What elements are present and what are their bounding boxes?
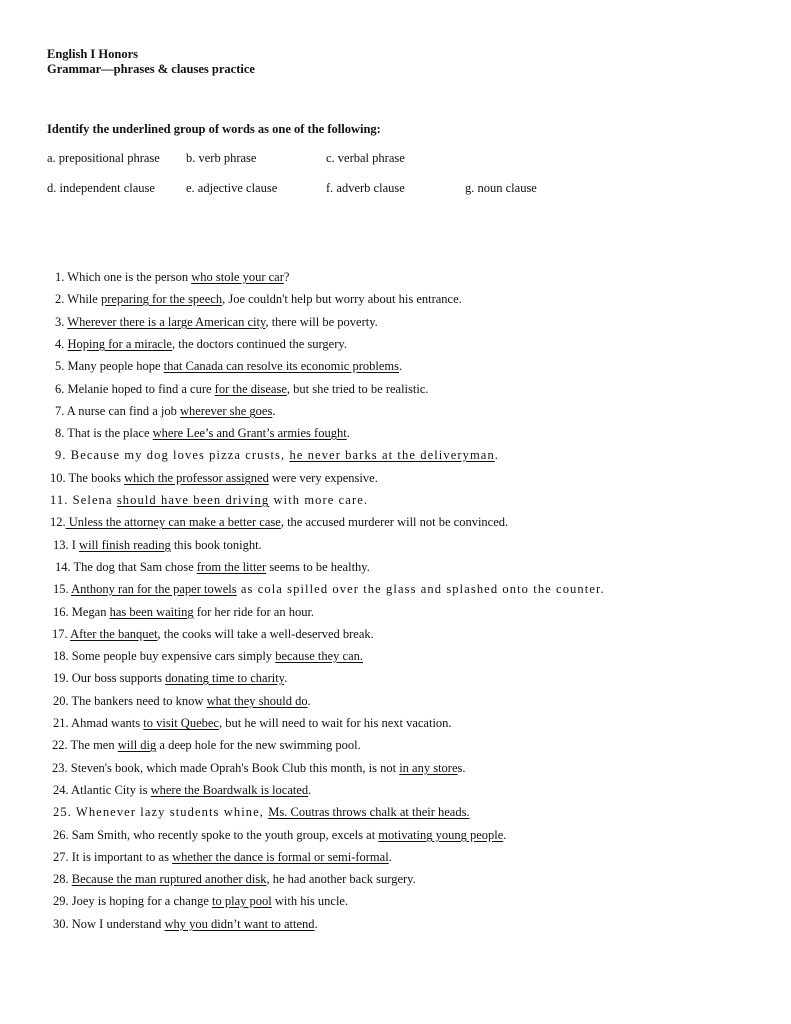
question-item	[53, 694, 311, 709]
option-c: c. verbal phrase	[326, 151, 405, 165]
question-item	[52, 627, 374, 642]
underlined-phrase: Anthony ran for the paper towels	[71, 582, 237, 596]
option-e: e. adjective clause	[186, 181, 278, 195]
question-text: .	[284, 671, 288, 685]
question-text: 25. Whenever lazy students whine,	[53, 805, 269, 819]
underlined-phrase: where the Boardwalk is located	[150, 783, 309, 797]
question-text: 8. That is the place	[55, 426, 153, 440]
underlined-phrase: should have been driving	[116, 493, 270, 507]
question-item	[55, 270, 289, 285]
question-item	[55, 292, 462, 307]
question-text: .	[494, 448, 500, 462]
question-text: 17.	[52, 627, 71, 641]
option-b: b. verb phrase	[186, 151, 257, 165]
worksheet-topic: Grammar—phrases & clauses practice	[47, 62, 255, 76]
question-text: .	[503, 828, 507, 842]
question-item	[53, 649, 363, 664]
question-text: .	[314, 917, 318, 931]
underlined-phrase: he never barks at the deliveryman	[289, 448, 495, 462]
option-g: g. noun clause	[465, 181, 537, 195]
question-text: , he had another back surgery.	[266, 872, 416, 886]
underlined-phrase: donating time to charity	[165, 671, 285, 685]
question-item	[55, 426, 350, 441]
question-text: , but he will need to wait for his next vacation.	[218, 716, 452, 730]
underlined-phrase: to visit Quebec	[143, 716, 219, 730]
question-item	[53, 605, 314, 620]
question-text: s.	[457, 761, 466, 775]
question-text: with his uncle.	[271, 894, 349, 908]
underlined-phrase: will finish reading	[79, 538, 171, 552]
question-text: 24. Atlantic City is	[53, 783, 151, 797]
question-text: a deep hole for the new swimming pool.	[156, 738, 361, 752]
question-text: 20. The bankers need to know	[53, 694, 207, 708]
question-item	[52, 761, 466, 776]
underlined-phrase: because they can.	[275, 649, 363, 663]
underlined-phrase: for the disease	[214, 382, 287, 396]
question-item	[55, 315, 378, 330]
question-item	[53, 805, 470, 820]
question-text: .	[308, 783, 312, 797]
underlined-phrase: preparing for the speech	[100, 292, 223, 306]
question-text: 6. Melanie hoped to find a cure	[55, 382, 215, 396]
question-text: 30. Now I understand	[53, 917, 165, 931]
question-item	[53, 828, 506, 843]
underlined-phrase: whether the dance is formal or semi-formal	[172, 850, 389, 864]
question-text: 21. Ahmad wants	[53, 716, 144, 730]
underlined-phrase: where Lee’s and Grant’s armies fought	[152, 426, 347, 440]
question-text: 29. Joey is hoping for a change	[53, 894, 212, 908]
question-item	[53, 538, 262, 553]
question-item	[55, 337, 347, 352]
question-text: 9. Because my dog loves pizza crusts,	[55, 448, 290, 462]
instructions: Identify the underlined group of words as one of the following:	[47, 122, 381, 136]
question-item	[53, 783, 311, 798]
question-text: 22. The men	[52, 738, 118, 752]
underlined-phrase: motivating young people	[378, 828, 504, 842]
underlined-phrase: what they should do	[206, 694, 308, 708]
question-item	[55, 560, 370, 575]
question-text: 27. It is important to as	[53, 850, 173, 864]
question-text: , the doctors continued the surgery.	[171, 337, 347, 351]
question-item	[53, 872, 416, 887]
question-item	[52, 738, 361, 753]
question-item	[55, 359, 402, 374]
question-text: , but she tried to be realistic.	[286, 382, 429, 396]
question-text: ?	[283, 270, 290, 284]
question-text: 13. I	[53, 538, 80, 552]
question-text: 19. Our boss supports	[53, 671, 166, 685]
question-text: , there will be poverty.	[265, 315, 378, 329]
question-text: 7. A nurse can find a job	[55, 404, 180, 418]
question-text: were very expensive.	[268, 471, 378, 485]
question-text: 10. The books	[50, 471, 125, 485]
question-item	[53, 716, 452, 731]
question-text: 23. Steven's book, which made Oprah's Book Club this month, is not	[52, 761, 400, 775]
question-text: 1. Which one is the person	[55, 270, 192, 284]
question-text: 15.	[53, 582, 72, 596]
question-text: this book tonight.	[170, 538, 262, 552]
option-a: a. prepositional phrase	[47, 151, 160, 165]
question-item	[53, 850, 392, 865]
question-item	[50, 471, 378, 486]
underlined-phrase: After the banquet	[70, 627, 158, 641]
question-text: 28.	[53, 872, 72, 886]
question-text: 16. Megan	[53, 605, 110, 619]
question-text: , the accused murderer will not be convinced.	[280, 515, 509, 529]
question-item	[55, 382, 429, 397]
question-text: , the cooks will take a well-deserved break.	[157, 627, 374, 641]
underlined-phrase: in any store	[399, 761, 458, 775]
question-text: with more care.	[269, 493, 369, 507]
question-text: .	[399, 359, 403, 373]
question-text: .	[346, 426, 350, 440]
underlined-phrase: why you didn’t want to attend	[164, 917, 315, 931]
question-text: .	[272, 404, 276, 418]
underlined-phrase: from the litter	[196, 560, 267, 574]
question-text: 14. The dog that Sam chose	[55, 560, 197, 574]
underlined-phrase: has been waiting	[109, 605, 194, 619]
question-text: 4.	[55, 337, 68, 351]
question-text: 2. While	[55, 292, 101, 306]
question-text: as cola spilled over the glass and splashed onto the counter.	[236, 582, 605, 596]
underlined-phrase: Hoping for a miracle	[67, 337, 172, 351]
underlined-phrase: will dig	[117, 738, 157, 752]
question-item	[55, 448, 499, 463]
question-item	[50, 493, 368, 508]
question-item	[53, 582, 605, 597]
underlined-phrase: Because the man ruptured another disk	[71, 872, 267, 886]
question-item	[53, 671, 287, 686]
underlined-phrase: that Canada can resolve its economic problems	[163, 359, 399, 373]
question-text: for her ride for an hour.	[193, 605, 315, 619]
question-text: seems to be healthy.	[266, 560, 370, 574]
question-text: 5. Many people hope	[55, 359, 164, 373]
question-text: , Joe couldn't help but worry about his entrance.	[222, 292, 462, 306]
question-text: 18. Some people buy expensive cars simply	[53, 649, 276, 663]
underlined-phrase: Wherever there is a large American city	[67, 315, 266, 329]
underlined-phrase: Unless the attorney can make a better case	[65, 515, 281, 529]
underlined-phrase: Ms. Coutras throws chalk at their heads.	[268, 805, 470, 819]
question-item	[55, 404, 275, 419]
course-title: English I Honors	[47, 47, 139, 61]
underlined-phrase: wherever she goes	[179, 404, 273, 418]
question-text: .	[388, 850, 392, 864]
question-text: 11. Selena	[50, 493, 117, 507]
question-text: .	[307, 694, 311, 708]
option-d: d. independent clause	[47, 181, 155, 195]
question-item	[50, 515, 508, 530]
option-f: f. adverb clause	[326, 181, 405, 195]
question-item	[53, 917, 318, 932]
question-text: 3.	[55, 315, 68, 329]
underlined-phrase: who stole your car	[191, 270, 284, 284]
underlined-phrase: to play pool	[212, 894, 272, 908]
question-text: 12.	[50, 515, 66, 529]
question-text: 26. Sam Smith, who recently spoke to the youth group, excels at	[53, 828, 379, 842]
question-item	[53, 894, 348, 909]
underlined-phrase: which the professor assigned	[124, 471, 269, 485]
